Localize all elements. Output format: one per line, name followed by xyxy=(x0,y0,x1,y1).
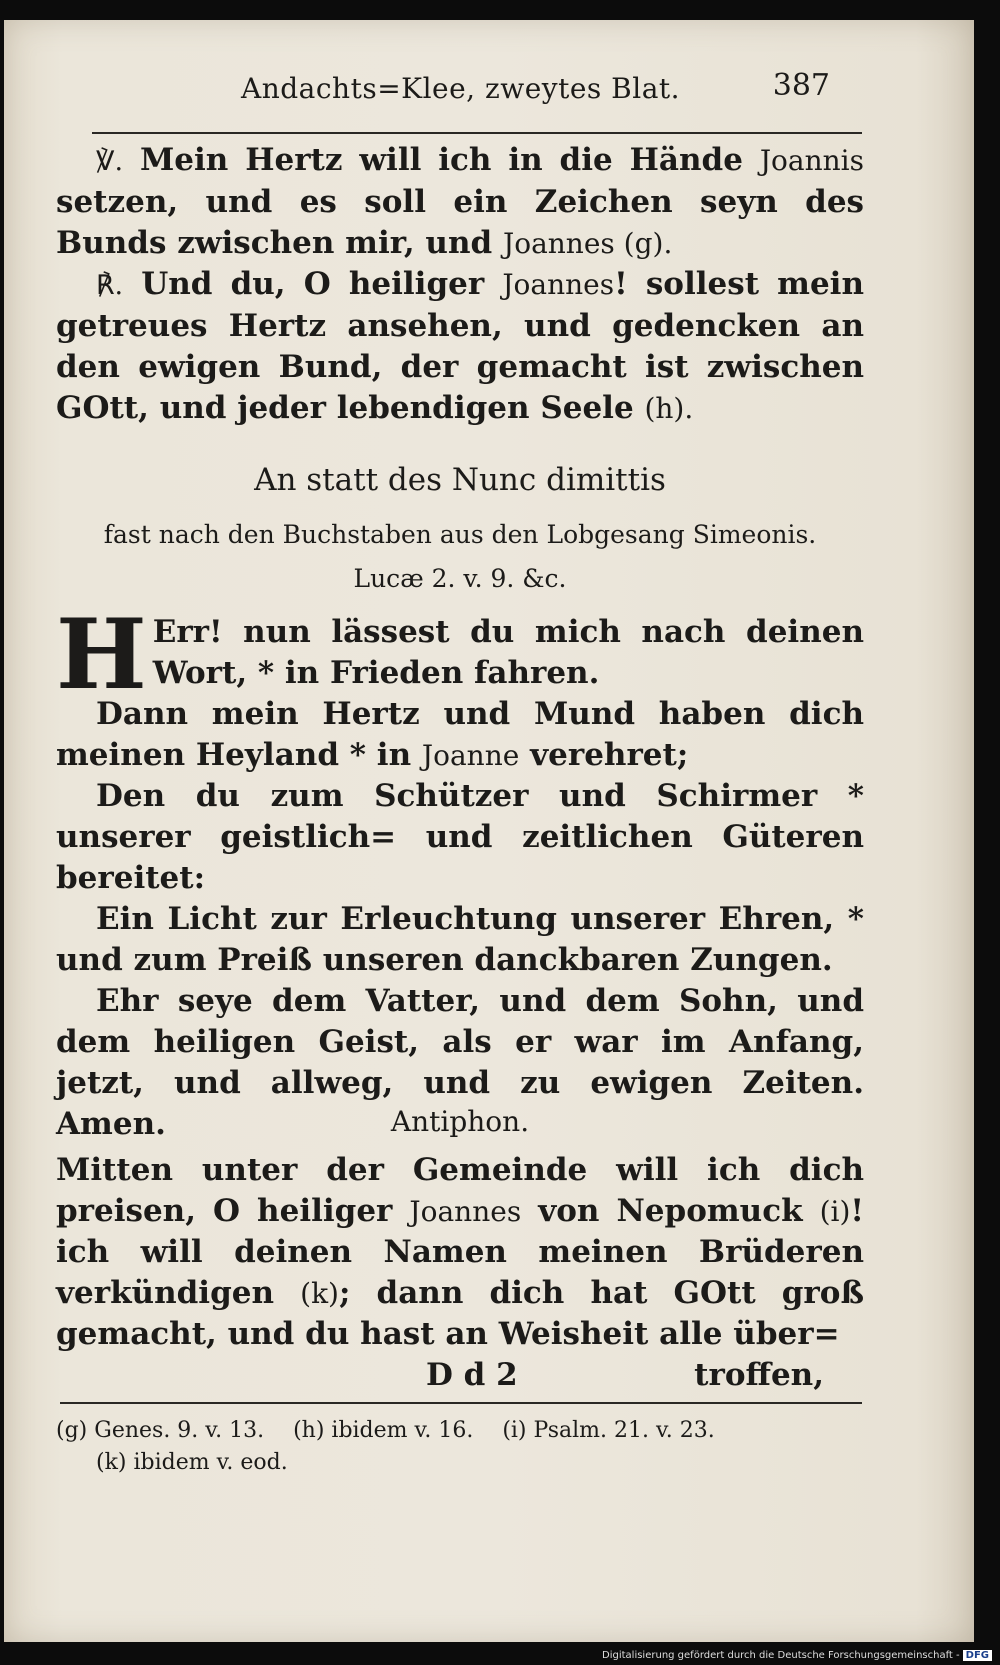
antiphon-text: ! ich will deinen Namen meinen Brüderen verkündigen xyxy=(56,1193,865,1311)
versicle-paragraph xyxy=(56,140,864,264)
versicle-marker: ℣. xyxy=(96,146,124,177)
footnote-rule xyxy=(60,1402,862,1404)
header-rule xyxy=(92,132,862,134)
canticle-verse: Den du zum Schützer und Schirmer * unserer geistlich= und zeitlichen Güteren bereitet: xyxy=(56,778,864,896)
canticle-verse xyxy=(56,694,864,776)
dfg-logo: DFG xyxy=(963,1650,992,1661)
response-text: Und du, O heiliger xyxy=(123,266,503,302)
catchword: troffen, xyxy=(694,1357,824,1393)
footnote-k: (k) ibidem v. eod. xyxy=(96,1450,288,1475)
running-head-title: Andachts=Klee, zweytes Blat. xyxy=(241,72,681,105)
antiphon-heading: Antiphon. xyxy=(390,1105,530,1138)
credit-text: Digitalisierung gefördert durch die Deutsche Forschungsgemeinschaft - xyxy=(602,1650,960,1661)
canticle-subtitle: fast nach den Buchstaben aus den Lobgesang Simeonis. xyxy=(103,520,817,549)
footnote-i: (i) Psalm. 21. v. 23. xyxy=(502,1418,715,1443)
response-text: ! sollest mein getreues Hertz ansehen, und gedencken an den ewigen Bund, der gemacht ist zwischen GOtt, und jeder lebendigen Seele xyxy=(56,266,865,426)
canticle-verse: Ein Licht zur Erleuchtung unserer Ehren, * und zum Preiß unseren danckbaren Zungen. xyxy=(56,901,864,978)
verse-text: Err! nun lässest du mich nach deinen Wort, * in Frieden fahren. xyxy=(152,614,864,691)
canticle-reference: Lucæ 2. v. 9. &c. xyxy=(353,564,567,593)
antiqua-name: Joannes xyxy=(502,268,615,301)
canticle-body xyxy=(56,598,864,1145)
versicle-text: Mein Hertz will ich in die Hände xyxy=(123,142,760,178)
response-marker: ℟. xyxy=(96,270,124,301)
verse-text: verehret; xyxy=(519,737,689,773)
footnotes xyxy=(56,1415,864,1479)
catchline xyxy=(56,1357,864,1399)
footnote-g: (g) Genes. 9. v. 13. xyxy=(56,1418,265,1443)
versicle-text: setzen, und es soll ein Zeichen seyn des Bunds zwischen mir, und xyxy=(56,184,864,261)
antiqua-name: Joanne xyxy=(421,739,520,772)
footnote-ref: (h). xyxy=(644,392,694,425)
footnote-row xyxy=(56,1447,864,1479)
antiphon-text: von Nepomuck xyxy=(521,1193,820,1229)
response-paragraph xyxy=(56,264,864,429)
antiphon-text: Mitten unter der Gemeinde will ich dich preisen, O heiliger xyxy=(56,1152,864,1229)
digitization-credit xyxy=(602,1650,992,1661)
drop-cap: H xyxy=(56,598,147,711)
antiqua-name: Joannes xyxy=(502,227,615,260)
running-head xyxy=(56,68,864,110)
signature-mark: D d 2 xyxy=(426,1357,518,1393)
canticle-verse xyxy=(56,598,864,711)
footnote-h: (h) ibidem v. 16. xyxy=(293,1418,474,1443)
page-number: 387 xyxy=(772,68,830,103)
footnote-row xyxy=(56,1415,864,1447)
antiphon-paragraph xyxy=(56,1150,864,1355)
antiphon-text: ; dann dich hat GOtt groß gemacht, und du hast an Weisheit alle über= xyxy=(56,1275,864,1352)
canticle-verse: Ehr seye dem Vatter, und dem Sohn, und dem heiligen Geist, als er war im Anfang, jetzt, und allweg, und zu ewigen Zeiten. Amen. xyxy=(56,983,864,1142)
footnote-ref: (g). xyxy=(614,227,673,260)
antiqua-name: Joannes xyxy=(409,1195,522,1228)
verse-text: Dann mein Hertz und Mund haben dich meinen Heyland * in xyxy=(56,696,864,773)
antiqua-name: Joannis xyxy=(759,144,864,177)
canticle-title: An statt des Nunc dimittis xyxy=(254,462,666,498)
footnote-ref: (k) xyxy=(300,1277,339,1310)
footnote-ref: (i) xyxy=(819,1195,851,1228)
